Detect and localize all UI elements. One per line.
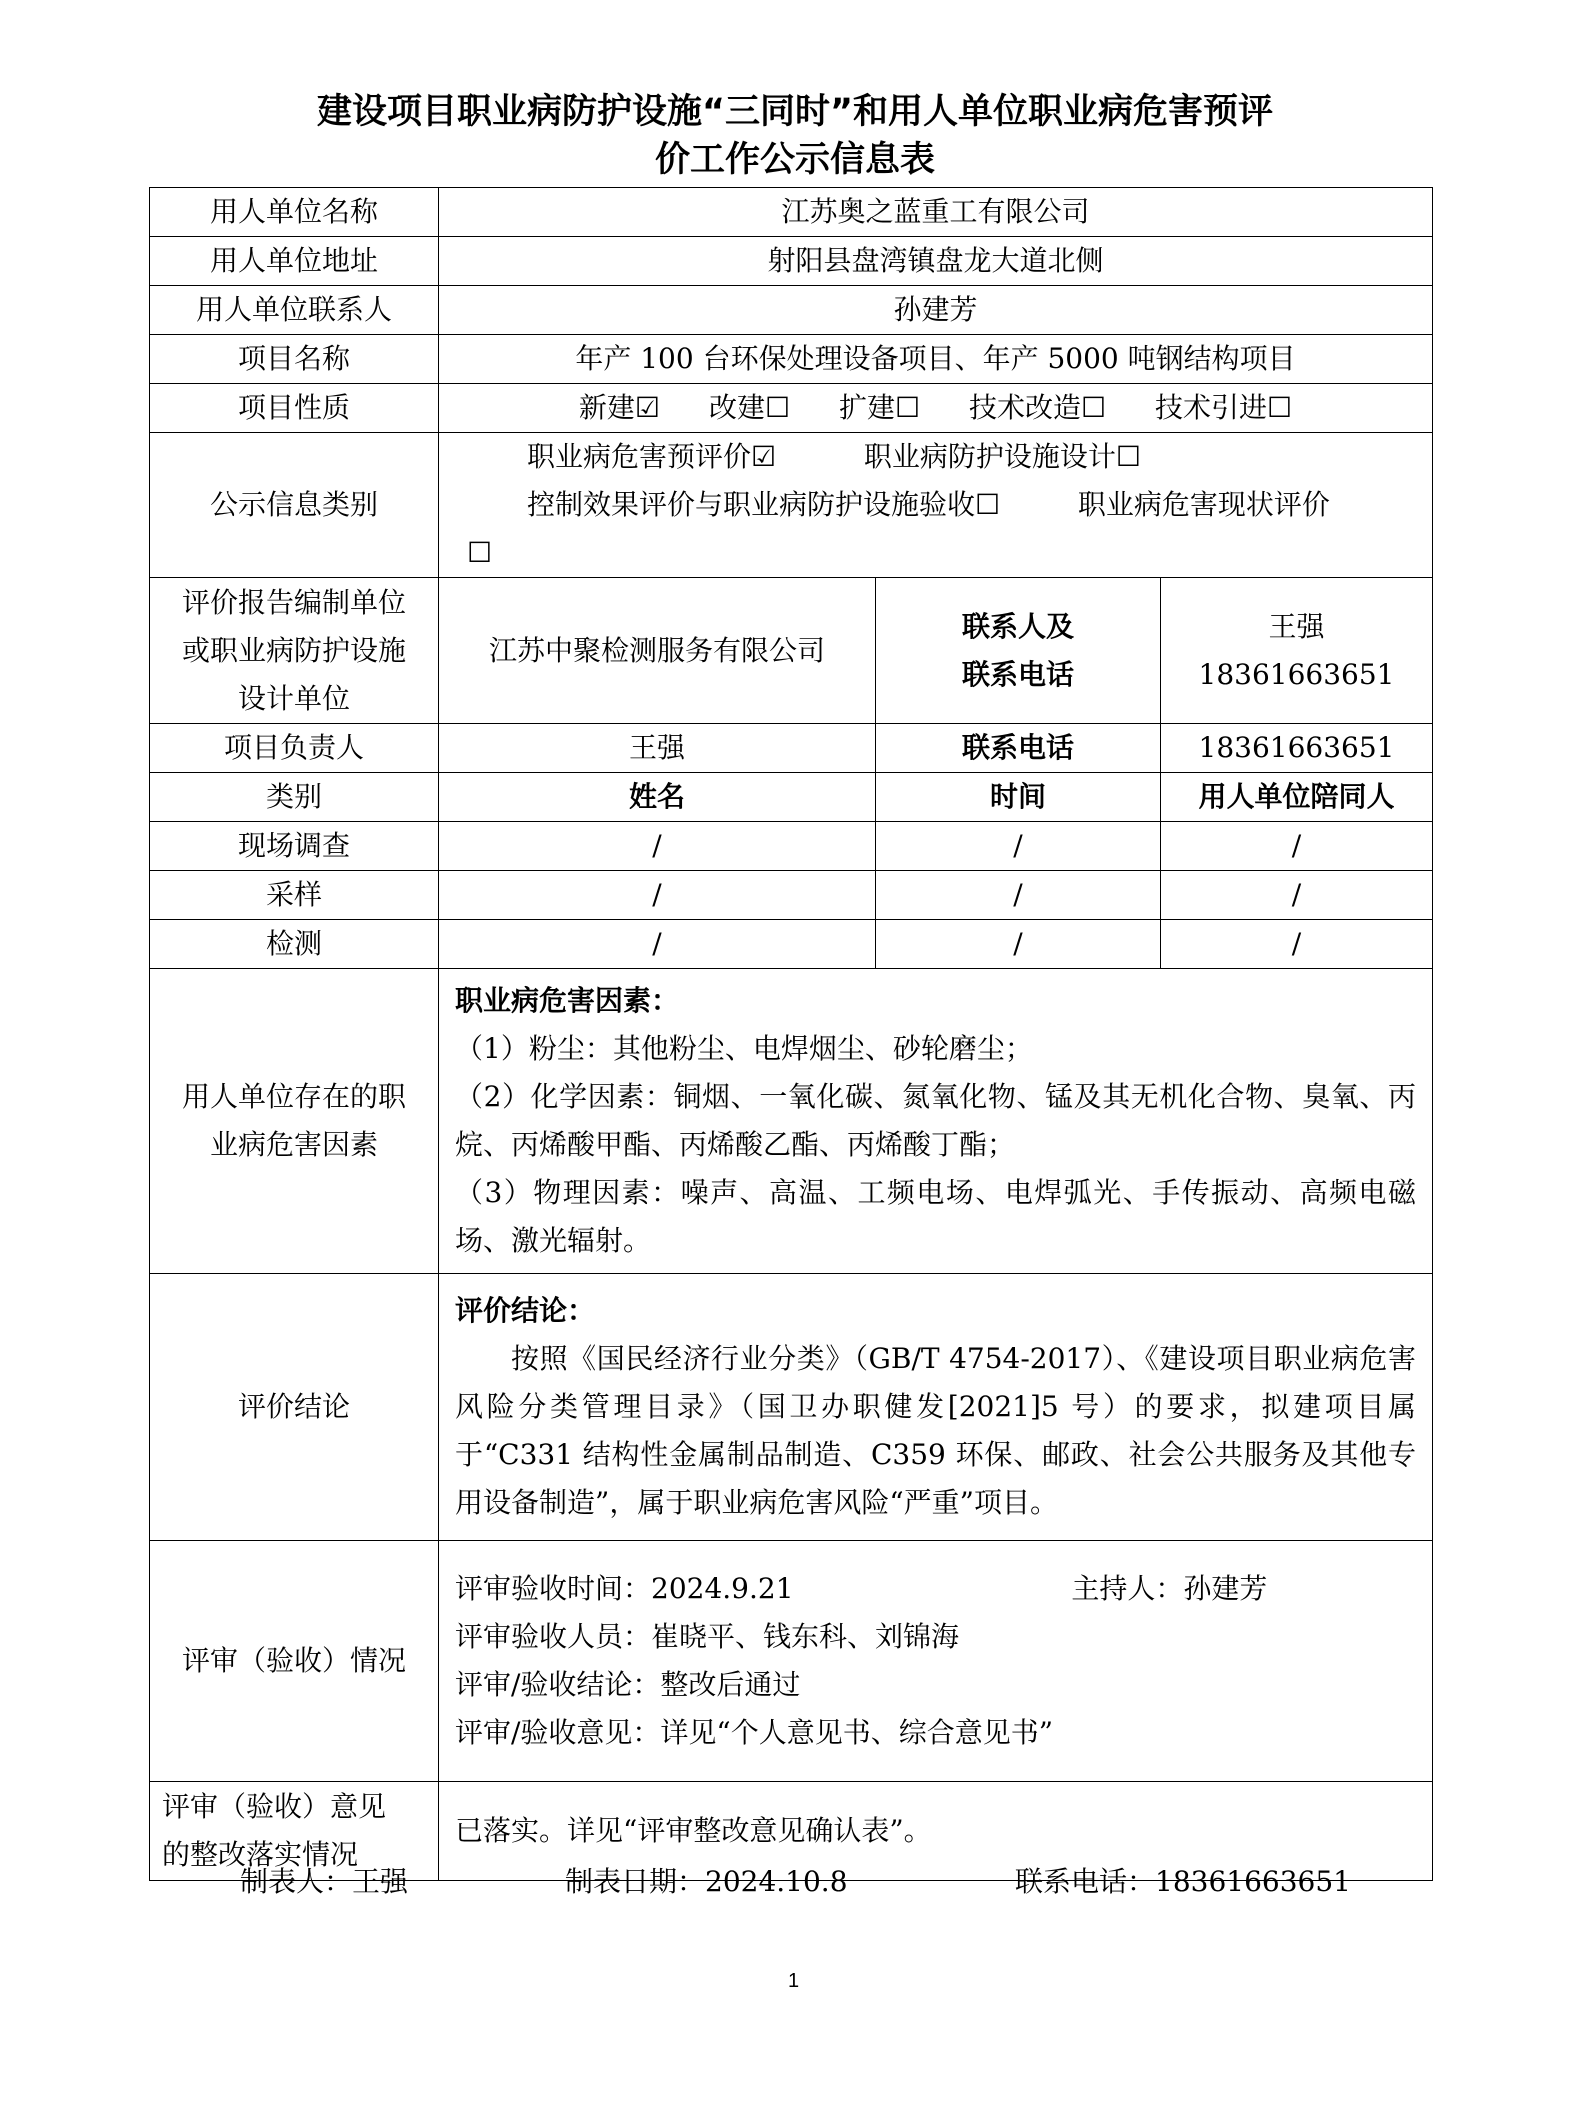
- info-category-label: 公示信息类别: [150, 433, 439, 578]
- row-info-category: [150, 433, 1433, 578]
- nature-option-new[interactable]: 新建☑: [578, 391, 661, 424]
- row-unit-address: [150, 237, 1433, 286]
- activity-label: 检测: [150, 920, 439, 969]
- project-lead-phone-label: 联系电话: [876, 724, 1161, 773]
- hazards-label-line-2: 业病危害因素: [209, 1128, 378, 1161]
- hazards-item-dust: （1）粉尘：其他粉尘、电焊烟尘、砂轮磨尘；: [455, 1032, 1033, 1065]
- category-pre-evaluation[interactable]: 职业病危害预评价☑: [527, 440, 777, 473]
- project-name-value: 年产 100 台环保处理设备项目、年产 5000 吨钢结构项目: [439, 335, 1433, 384]
- nature-option-tech-reform[interactable]: 技术改造☐: [968, 391, 1107, 424]
- conclusion-text: 按照《国民经济行业分类》（GB/T 4754-2017）、《建设项目职业病危害风险分类管理目录》（国卫办职健发[2021]5 号）的要求，拟建项目属于“C331 结构性金属制品制造、C359 环保、邮政、社会公共服务及其他专用设备制造”，属于职业病危害风险“严重”项目。: [455, 1342, 1417, 1519]
- project-nature-label: 项目性质: [150, 384, 439, 433]
- category-current-status[interactable]: 职业病危害现状评价: [1077, 488, 1330, 521]
- hazards-label-line-1: 用人单位存在的职: [181, 1080, 406, 1113]
- conclusion-heading: 评价结论：: [455, 1294, 596, 1327]
- page-number: 1: [787, 1970, 800, 1992]
- category-current-status-checkbox[interactable]: ☐: [467, 536, 493, 569]
- activity-label: 现场调查: [150, 822, 439, 871]
- project-lead-label: 项目负责人: [150, 724, 439, 773]
- report-unit-label-line-1: 评价报告编制单位: [181, 585, 406, 619]
- rectification-label-line-2: 的整改落实情况: [162, 1838, 359, 1871]
- info-category-options: [439, 433, 1433, 578]
- footer-maker: 制表人：王强: [240, 1865, 409, 1898]
- activity-label: 采样: [150, 871, 439, 920]
- nature-option-rebuild[interactable]: 改建☐: [708, 391, 791, 424]
- category-protection-design[interactable]: 职业病防护设施设计☐: [863, 440, 1142, 473]
- report-unit-value: 江苏中聚检测服务有限公司: [439, 578, 876, 724]
- document-title: [150, 88, 1440, 184]
- hazards-label: [150, 969, 439, 1274]
- row-site-survey: [150, 822, 1433, 871]
- nature-option-tech-import[interactable]: 技术引进☐: [1154, 391, 1293, 424]
- activity-name: /: [439, 822, 876, 871]
- header-companion: 用人单位陪同人: [1161, 773, 1433, 822]
- header-time: 时间: [876, 773, 1161, 822]
- activity-name: /: [439, 871, 876, 920]
- activity-time: /: [876, 822, 1161, 871]
- report-contact-value: 王强 18361663651: [1161, 578, 1433, 724]
- title-line-1: 建设项目职业病防护设施“三同时”和用人单位职业病危害预评: [316, 92, 1273, 132]
- hazards-item-physical: （3）物理因素：噪声、高温、工频电场、电焊弧光、手传振动、高频电磁场、激光辐射。: [455, 1176, 1417, 1257]
- activity-time: /: [876, 871, 1161, 920]
- unit-contact-value: 孙建芳: [439, 286, 1433, 335]
- hazards-heading: 职业病危害因素：: [455, 984, 680, 1017]
- activity-companion: /: [1161, 920, 1433, 969]
- rectification-label-line-1: 评审（验收）意见: [162, 1790, 387, 1823]
- review-time: 评审验收时间：2024.9.21: [455, 1572, 794, 1605]
- row-unit-name: [150, 188, 1433, 237]
- row-hazards: [150, 969, 1433, 1274]
- review-result: 评审/验收结论：整改后通过: [455, 1668, 801, 1701]
- row-report-unit: [150, 578, 1433, 724]
- report-contact-label: [876, 578, 1161, 724]
- row-review: [150, 1541, 1433, 1782]
- review-time-line: [455, 1565, 1416, 1613]
- footer-phone: 联系电话：18361663651: [1015, 1865, 1351, 1898]
- review-content: [439, 1541, 1433, 1782]
- project-nature-options: [439, 384, 1433, 433]
- activity-time: /: [876, 920, 1161, 969]
- conclusion-label: 评价结论: [150, 1274, 439, 1541]
- unit-name-label: 用人单位名称: [150, 188, 439, 237]
- footer-date: 制表日期：2024.10.8: [565, 1865, 848, 1898]
- category-control-effect[interactable]: 控制效果评价与职业病防护设施验收☐: [527, 488, 1001, 521]
- unit-contact-label: 用人单位联系人: [150, 286, 439, 335]
- review-label: 评审（验收）情况: [150, 1541, 439, 1782]
- row-unit-contact: [150, 286, 1433, 335]
- activity-companion: /: [1161, 871, 1433, 920]
- title-line-2: 价工作公示信息表: [654, 140, 935, 180]
- row-sampling: [150, 871, 1433, 920]
- report-unit-label: [150, 578, 439, 724]
- report-unit-label-line-3: 设计单位: [237, 681, 350, 715]
- unit-name-value: 江苏奥之蓝重工有限公司: [439, 188, 1433, 237]
- header-category: 类别: [150, 773, 439, 822]
- row-project-nature: [150, 384, 1433, 433]
- review-members: 评审验收人员：崔晓平、钱东科、刘锦海: [455, 1620, 960, 1653]
- row-testing: [150, 920, 1433, 969]
- conclusion-content: [439, 1274, 1433, 1541]
- project-name-label: 项目名称: [150, 335, 439, 384]
- activity-name: /: [439, 920, 876, 969]
- row-project-name: [150, 335, 1433, 384]
- hazards-content: [439, 969, 1433, 1274]
- project-lead-value: 王强: [439, 724, 876, 773]
- report-unit-label-line-2: 或职业病防护设施: [181, 633, 406, 667]
- info-table: [149, 187, 1433, 1881]
- unit-address-label: 用人单位地址: [150, 237, 439, 286]
- review-opinion: 评审/验收意见：详见“个人意见书、综合意见书”: [455, 1716, 1054, 1749]
- row-category-header: [150, 773, 1433, 822]
- nature-option-expand[interactable]: 扩建☐: [838, 391, 921, 424]
- activity-companion: /: [1161, 822, 1433, 871]
- hazards-item-chemical: （2）化学因素：铜烟、一氧化碳、氮氧化物、锰及其无机化合物、臭氧、丙烷、丙烯酸甲酯、丙烯酸乙酯、丙烯酸丁酯；: [455, 1080, 1417, 1161]
- header-name: 姓名: [439, 773, 876, 822]
- unit-address-value: 射阳县盘湾镇盘龙大道北侧: [439, 237, 1433, 286]
- row-project-lead: [150, 724, 1433, 773]
- review-host: 主持人：孙建芳: [1071, 1572, 1268, 1605]
- report-contact-label-line-1: 联系人及: [961, 609, 1074, 643]
- rectification-value: 已落实。详见“评审整改意见确认表”。: [439, 1782, 1433, 1881]
- row-conclusion: [150, 1274, 1433, 1541]
- project-lead-phone-value: 18361663651: [1161, 724, 1433, 773]
- report-contact-label-line-2: 联系电话: [961, 657, 1074, 691]
